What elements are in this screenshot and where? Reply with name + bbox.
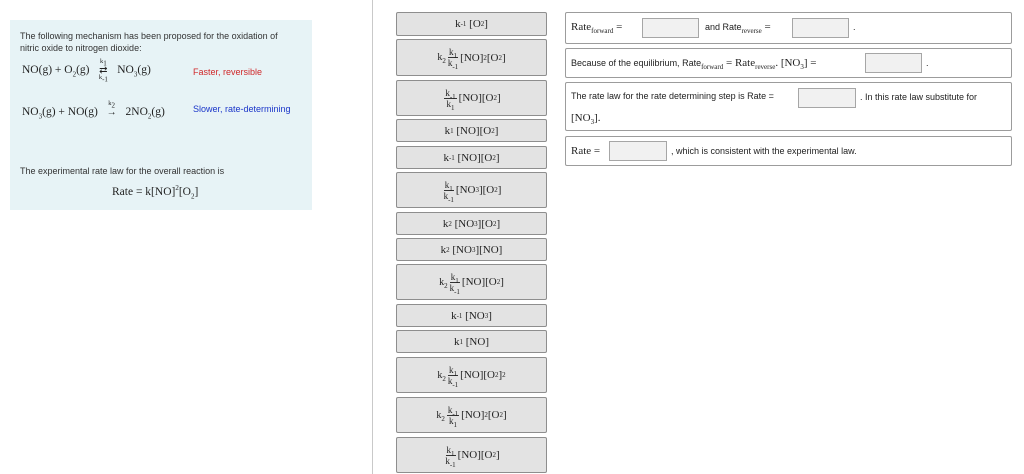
rate-law-intro: The experimental rate law for the overall reaction is — [20, 166, 225, 176]
final-rate-drop-zone[interactable] — [609, 141, 667, 161]
step2-label: Slower, rate-determining — [193, 104, 291, 114]
period: . — [926, 58, 929, 68]
final-rate-label: Rate = — [571, 145, 601, 157]
intro-text-line1: The following mechanism has been proposed for the oxidation of — [20, 31, 278, 41]
intro-text-line2: nitric oxide to nitrogen dioxide: — [20, 43, 142, 53]
rate-reverse-label: and Rate$_{reverse}$ = — [705, 21, 771, 36]
step1-label: Faster, reversible — [193, 67, 263, 77]
consistency-text: , which is consistent with the experimental law. — [671, 146, 857, 156]
rate-reverse-drop-zone[interactable] — [792, 18, 849, 38]
answer-box-rate-determining — [565, 82, 1012, 131]
answer-tile-12[interactable]: $k_2$ $\frac{k_1}{k_{-1}}$ [NO][O 2 ] 2 — [396, 357, 547, 393]
answer-tile-6[interactable]: $\frac{k_1}{k_{-1}}$ [NO 3 ][O 2 ] — [396, 172, 547, 208]
experimental-rate-law: Rate = $k[NO]^2[O_2]$ — [112, 184, 199, 201]
answer-tile-7[interactable]: k 2 [NO 3 ][O 2 ] — [396, 212, 547, 235]
rds-statement: The rate law for the rate determining step is Rate = — [571, 91, 774, 101]
rate-forward-drop-zone[interactable] — [642, 18, 699, 38]
answer-tile-1[interactable]: k -1 [O 2 ] — [396, 12, 547, 36]
answer-tile-14[interactable]: $\frac{k_1}{k_{-1}}$ [NO][O 2 ] — [396, 437, 547, 473]
period: . — [853, 22, 856, 32]
rds-rate-law-drop-zone[interactable] — [798, 88, 856, 108]
no3-text: $[NO_3]$. — [571, 112, 601, 127]
answer-box-rates — [565, 12, 1012, 44]
answer-tile-11[interactable]: k 1 [NO] — [396, 330, 547, 353]
forward-arrow-icon: $k_2$ → — [106, 100, 117, 118]
answer-tile-9[interactable]: $k_2$ $\frac{k_1}{k_{-1}}$ [NO][O 2 ] — [396, 264, 547, 300]
equilibrium-statement: Because of the equilibrium, Rate$_{forward}$ = Rate$_{reverse}$. $[NO_3]$ = — [571, 57, 817, 72]
answer-tile-13[interactable]: $k_2$ $\frac{k_{-1}}{k_1}$ [NO] 2 [O 2 ] — [396, 397, 547, 433]
answer-box-equilibrium — [565, 48, 1012, 78]
step2-equation: $NO_3(g) + NO(g)$ $k_2$ → $2NO_2(g)$ — [22, 100, 165, 121]
answer-tile-3[interactable]: $\frac{k_{-1}}{k_1}$ [NO][O 2 ] — [396, 80, 547, 116]
no3-concentration-drop-zone[interactable] — [865, 53, 922, 73]
equilibrium-arrow-icon: $k_1$ ⇄ $k_{-1}$ — [98, 58, 108, 84]
step1-equation: $NO(g) + O_2(g)$ $k_1$ ⇄ $k_{-1}$ $NO_3(g)$ — [22, 58, 151, 84]
answer-tile-5[interactable]: k -1 [NO][O 2 ] — [396, 146, 547, 169]
column-divider — [372, 0, 373, 474]
answer-tile-2[interactable]: $k_2$ $\frac{k_1}{k_{-1}}$ [NO] 2 [O 2 ] — [396, 39, 547, 76]
mechanism-info-panel — [10, 20, 312, 210]
substitute-text: . In this rate law substitute for — [860, 92, 978, 102]
answer-box-final-rate — [565, 136, 1012, 166]
answer-tile-8[interactable]: k 2 [NO 3 ][NO] — [396, 238, 547, 261]
answer-tile-10[interactable]: k -1 [NO 3 ] — [396, 304, 547, 327]
rate-forward-label: Rate$_{forward}$ = — [571, 21, 623, 36]
answer-tile-4[interactable]: k 1 [NO][O 2 ] — [396, 119, 547, 142]
